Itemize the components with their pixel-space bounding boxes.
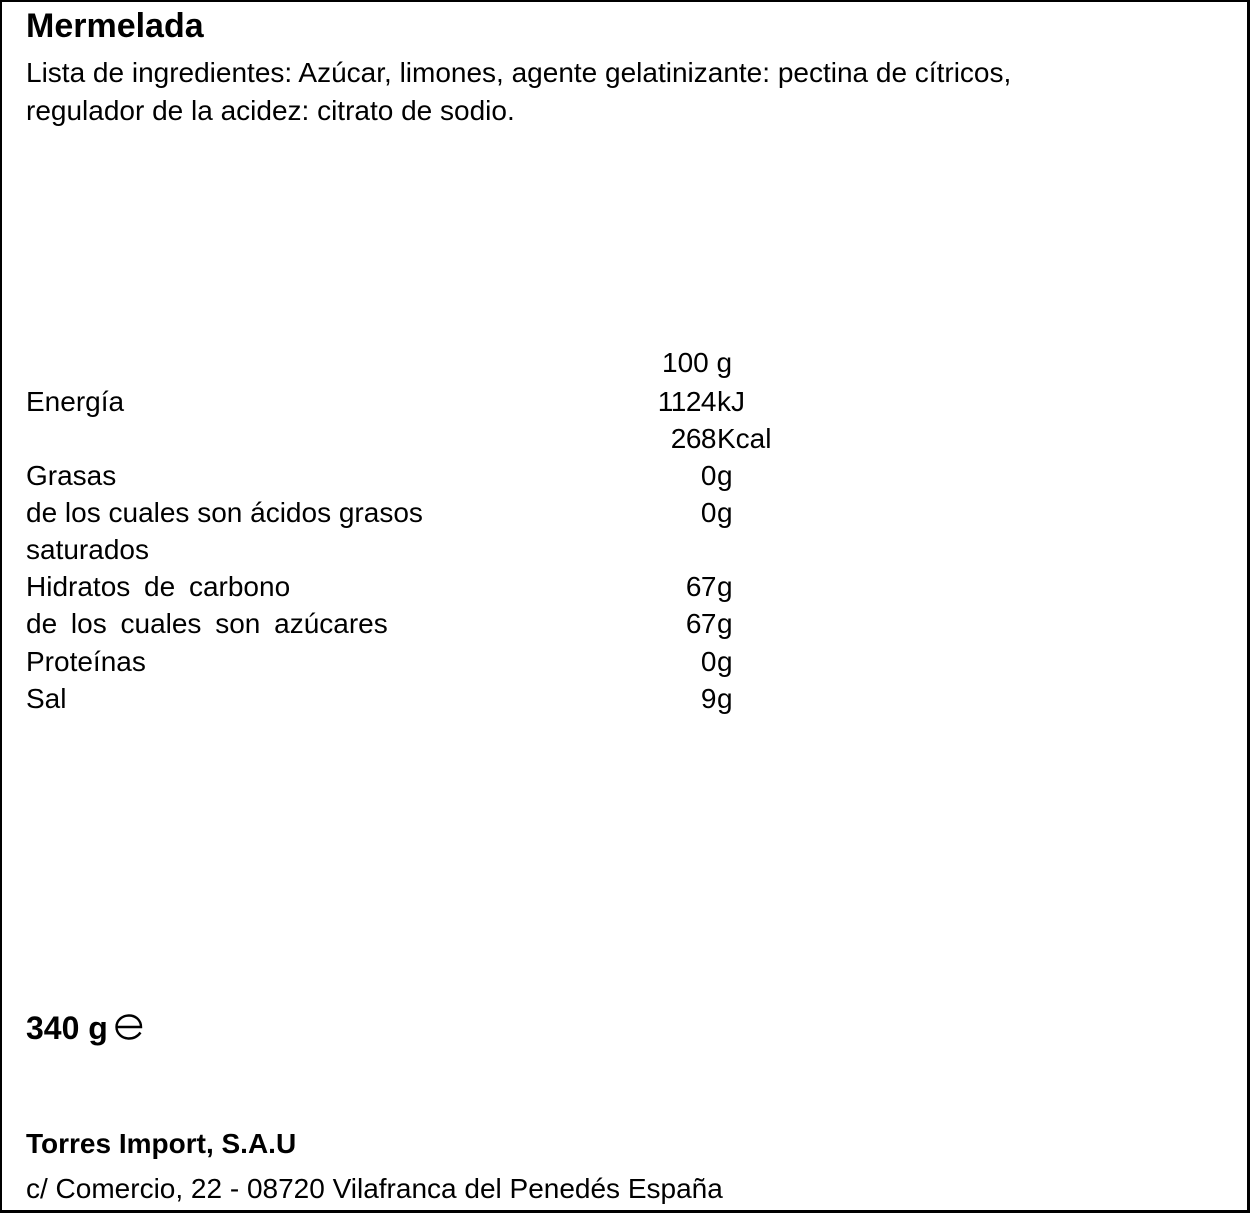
net-weight-value: 340 g [26,1010,108,1046]
nutrient-unit-sugars: g [717,608,733,639]
nutrient-label-salt: Sal [26,683,67,714]
nutrient-unit-saturated: g [717,497,733,528]
ingredients-list: Lista de ingredientes: Azúcar, limones, agente gelatinizante: pectina de cítricos, regulador de la acidez: citrato de sodio. [26,57,1012,126]
nutrient-value-carbohydrates: 67 [685,571,716,602]
nutrient-label-sugars: de los cuales son azúcares [26,608,388,639]
nutrient-label-saturated: de los cuales son ácidos grasos [26,497,423,528]
nutrient-value-protein: 0 [700,646,716,677]
net-weight [26,1008,146,1051]
nutrient-unit-fat: g [717,460,733,491]
nutrient-label-protein: Proteínas [26,646,146,677]
energy-kcal-value: 268 [670,423,716,454]
energy-label: Energía [26,386,125,417]
energy-kj-unit: kJ [717,386,745,417]
nutrient-value-salt: 9 [700,683,716,714]
nutrient-unit-carbohydrates: g [717,571,733,602]
nutrient-unit-salt: g [717,683,733,714]
nutrient-value-sugars: 67 [685,608,716,639]
nutrient-label-carbohydrates: Hidratos de carbono [26,571,291,602]
energy-kj-value: 1124 [657,386,716,417]
company-name: Torres Import, S.A.U [26,1128,297,1159]
product-title: Mermelada [26,7,204,45]
nutrient-value-fat: 0 [700,460,716,491]
company-address: c/ Comercio, 22 - 08720 Vilafranca del Penedés España [26,1173,723,1204]
estimated-sign-icon [112,1011,146,1051]
nutrition-column-header: 100 g [662,347,733,378]
nutrient-label-fat: Grasas [26,460,117,491]
nutrient-label-saturated-line2: saturados [26,534,149,565]
energy-kcal-unit: Kcal [717,423,772,454]
nutrient-unit-protein: g [717,646,733,677]
nutrient-value-saturated: 0 [700,497,716,528]
